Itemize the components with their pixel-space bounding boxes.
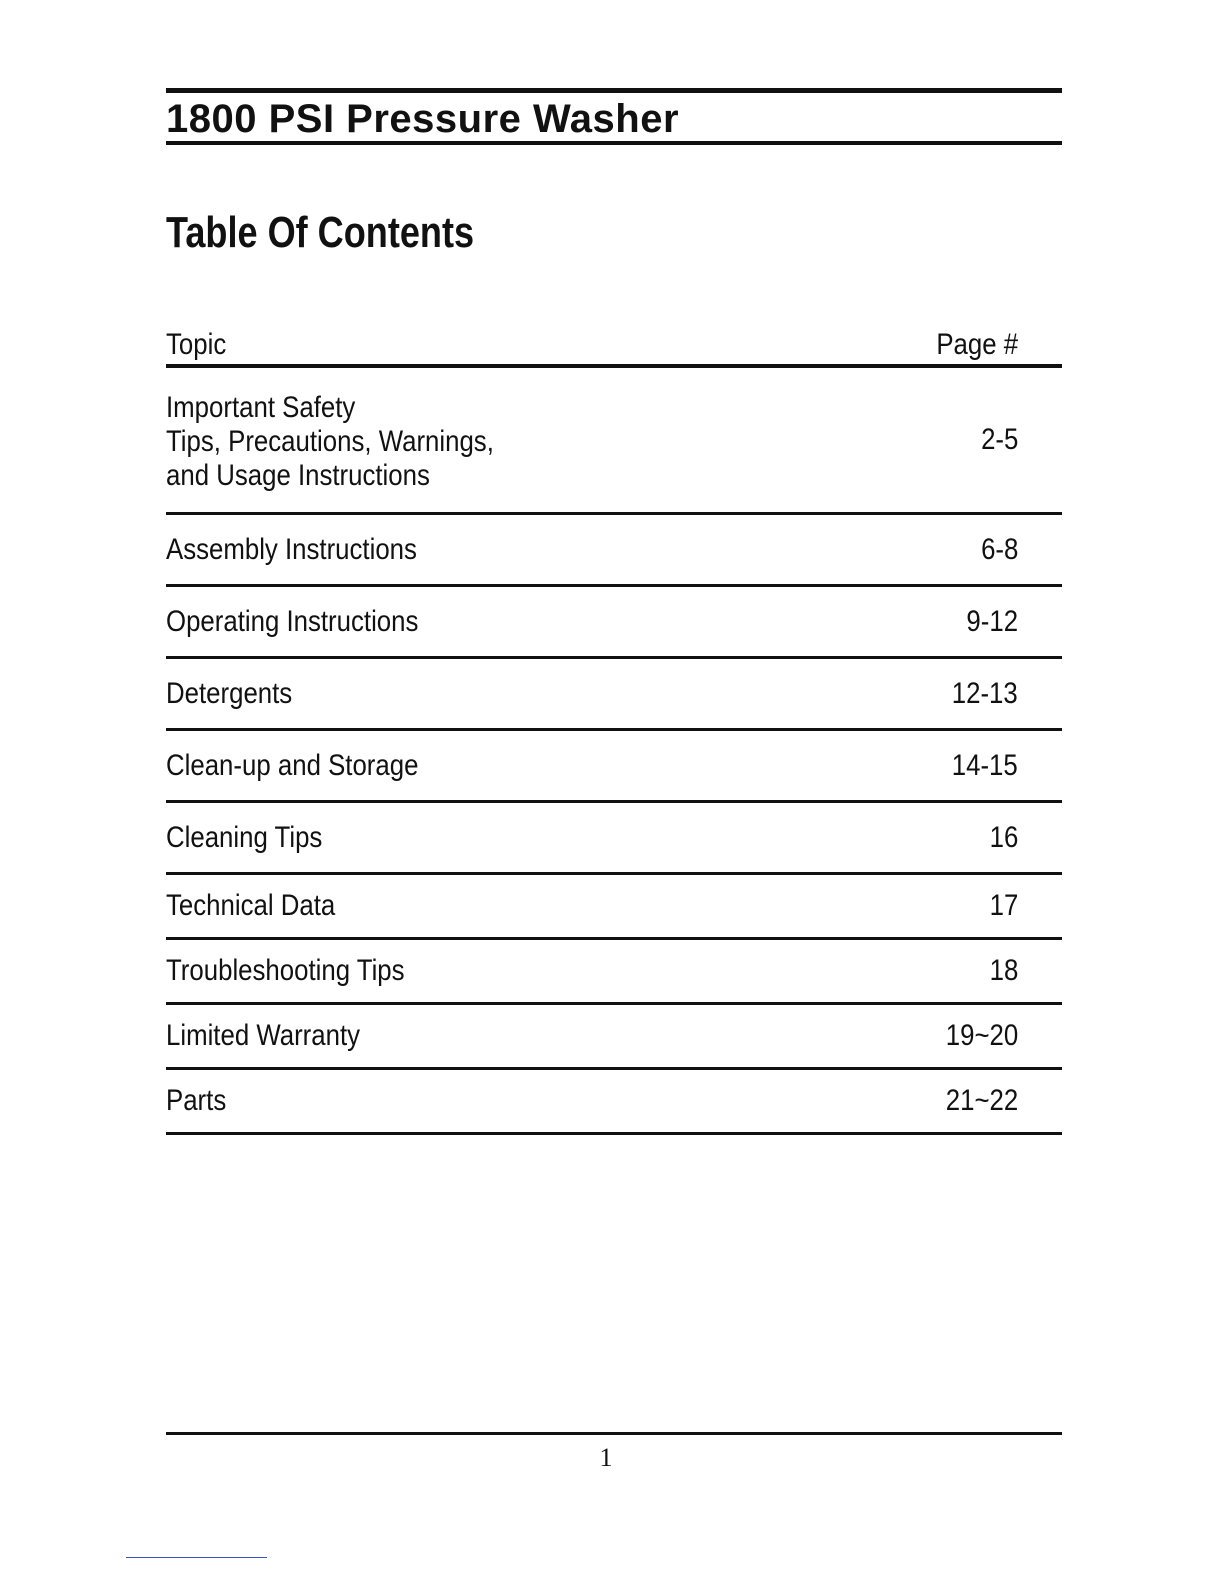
toc-page: 19~20	[945, 1019, 1018, 1052]
toc-topic: Detergents	[166, 676, 293, 710]
toc-header-row	[166, 326, 1062, 368]
document-title: 1800 PSI Pressure Washer	[166, 97, 680, 141]
toc-topic: Cleaning Tips	[166, 820, 323, 854]
toc-topic: Important Safety Tips, Precautions, Warnings, and Usage Instructions	[166, 391, 494, 492]
toc-topic: Parts	[166, 1084, 227, 1117]
toc-row-technical-data[interactable]	[166, 875, 1062, 940]
toc-topic: Troubleshooting Tips	[166, 954, 405, 987]
toc-header-page: Page #	[936, 328, 1018, 361]
toc-page: 9-12	[966, 604, 1018, 638]
toc-topic: Clean-up and Storage	[166, 748, 419, 782]
page-number: 1	[599, 1443, 613, 1472]
toc-page: 17	[989, 889, 1018, 922]
toc-row-warranty[interactable]	[166, 1005, 1062, 1070]
toc-row-safety[interactable]	[166, 368, 1062, 515]
toc-page: 18	[989, 954, 1018, 987]
toc-page: 16	[989, 820, 1018, 854]
toc-row-detergents[interactable]	[166, 659, 1062, 731]
link-underline-mark	[126, 1557, 267, 1558]
toc-page: 2-5	[980, 423, 1018, 456]
toc-page: 14-15	[952, 748, 1018, 782]
toc-page: 12-13	[952, 676, 1018, 710]
toc-topic: Assembly Instructions	[166, 532, 417, 566]
toc-row-operating[interactable]	[166, 587, 1062, 659]
manual-page	[166, 0, 1062, 1584]
toc-row-parts[interactable]	[166, 1070, 1062, 1135]
toc-page: 21~22	[945, 1084, 1018, 1117]
footer-rule	[166, 1432, 1062, 1435]
toc-heading: Table Of Contents	[166, 208, 475, 257]
toc-page: 6-8	[980, 532, 1018, 566]
title-rule	[166, 141, 1062, 145]
toc-row-cleaning-tips[interactable]	[166, 803, 1062, 875]
toc-row-troubleshooting[interactable]	[166, 940, 1062, 1005]
toc-topic: Limited Warranty	[166, 1019, 361, 1052]
toc-topic: Operating Instructions	[166, 604, 419, 638]
toc-row-assembly[interactable]	[166, 515, 1062, 587]
toc-table	[166, 326, 1062, 1135]
toc-header-topic: Topic	[166, 328, 227, 361]
top-rule	[166, 88, 1062, 93]
toc-topic: Technical Data	[166, 889, 336, 922]
toc-row-cleanup[interactable]	[166, 731, 1062, 803]
